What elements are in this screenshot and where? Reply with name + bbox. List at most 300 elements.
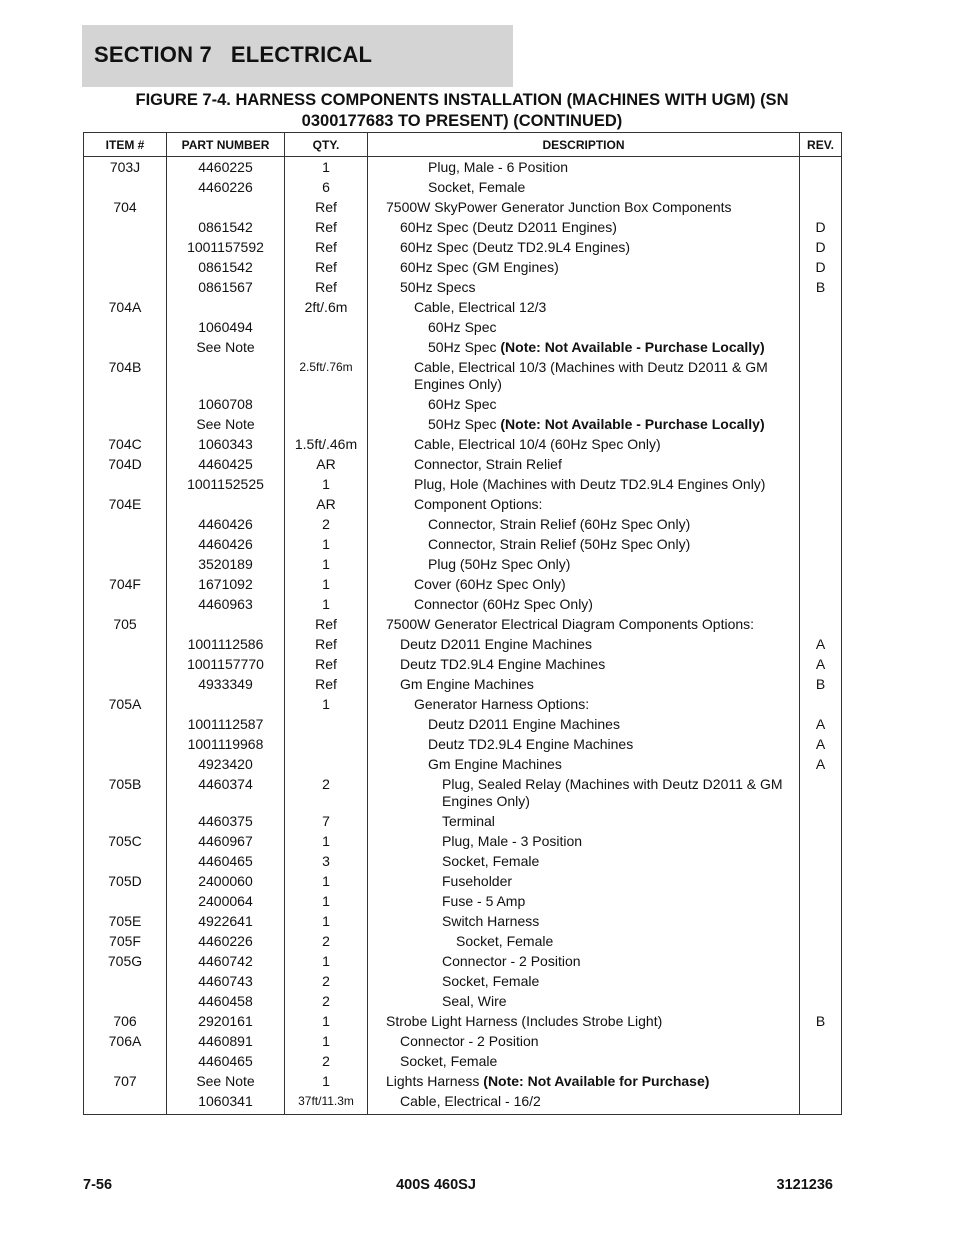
- table-row: [84, 932, 842, 952]
- item-number-cell: [84, 635, 167, 655]
- item-number-cell: [84, 1052, 167, 1072]
- table-row: [84, 238, 842, 258]
- quantity-cell: 1: [285, 1012, 368, 1032]
- description-text: Strobe Light Harness (Includes Strobe Light): [386, 1013, 663, 1029]
- description-text: Fuseholder: [442, 873, 513, 889]
- quantity-cell: 2: [285, 1052, 368, 1072]
- description-cell: [368, 435, 800, 455]
- description-cell: [368, 535, 800, 555]
- table-row: [84, 615, 842, 635]
- description-text: Cable, Electrical 12/3: [414, 299, 547, 315]
- quantity-cell: Ref: [285, 675, 368, 695]
- description-cell: [368, 872, 800, 892]
- quantity-cell: [285, 735, 368, 755]
- quantity-cell: 1: [285, 832, 368, 852]
- item-number-cell: [84, 675, 167, 695]
- description-text: Connector, Strain Relief (60Hz Spec Only): [428, 516, 691, 532]
- part-number-cell: 4933349: [167, 675, 285, 695]
- description-text: Connector, Strain Relief (50Hz Spec Only): [428, 536, 691, 552]
- description-text: Lights Harness: [386, 1073, 484, 1089]
- part-number-cell: 1001112587: [167, 715, 285, 735]
- parts-table-body: [84, 157, 842, 1115]
- item-number-cell: 707: [84, 1072, 167, 1092]
- revision-cell: A: [800, 635, 842, 655]
- description-cell: [368, 495, 800, 515]
- item-number-cell: [84, 318, 167, 338]
- part-number-cell: 4460226: [167, 932, 285, 952]
- quantity-cell: Ref: [285, 615, 368, 635]
- table-row: [84, 395, 842, 415]
- description-text: Generator Harness Options:: [414, 696, 590, 712]
- revision-cell: [800, 852, 842, 872]
- column-header-rev: REV.: [800, 133, 842, 157]
- description-cell: [368, 832, 800, 852]
- quantity-cell: [285, 715, 368, 735]
- description-cell: [368, 575, 800, 595]
- item-number-cell: 705: [84, 615, 167, 635]
- table-row: [84, 435, 842, 455]
- revision-cell: [800, 972, 842, 992]
- description-cell: [368, 595, 800, 615]
- revision-cell: A: [800, 755, 842, 775]
- item-number-cell: 704F: [84, 575, 167, 595]
- revision-cell: [800, 435, 842, 455]
- part-number-cell: 4460226: [167, 178, 285, 198]
- part-number-cell: [167, 358, 285, 395]
- parts-table: [83, 132, 842, 1115]
- table-row: [84, 892, 842, 912]
- revision-cell: [800, 932, 842, 952]
- part-number-cell: [167, 198, 285, 218]
- revision-cell: D: [800, 258, 842, 278]
- revision-cell: [800, 318, 842, 338]
- item-number-cell: [84, 338, 167, 358]
- quantity-cell: 2: [285, 515, 368, 535]
- item-number-cell: 704A: [84, 298, 167, 318]
- description-text: Socket, Female: [456, 933, 554, 949]
- quantity-cell: 1: [285, 535, 368, 555]
- part-number-cell: 1001157770: [167, 655, 285, 675]
- table-row: [84, 1032, 842, 1052]
- part-number-cell: 4923420: [167, 755, 285, 775]
- revision-cell: [800, 535, 842, 555]
- item-number-cell: [84, 395, 167, 415]
- description-cell: [368, 615, 800, 635]
- table-row: [84, 575, 842, 595]
- quantity-cell: 1: [285, 1072, 368, 1092]
- item-number-cell: [84, 415, 167, 435]
- quantity-cell: 1: [285, 952, 368, 972]
- table-row: [84, 675, 842, 695]
- description-cell: [368, 1032, 800, 1052]
- quantity-cell: 1: [285, 595, 368, 615]
- item-number-cell: 705E: [84, 912, 167, 932]
- description-text: Connector - 2 Position: [400, 1033, 539, 1049]
- item-number-cell: 705B: [84, 775, 167, 812]
- quantity-cell: 1: [285, 475, 368, 495]
- description-cell: [368, 1052, 800, 1072]
- item-number-cell: 704D: [84, 455, 167, 475]
- quantity-cell: [285, 395, 368, 415]
- part-number-cell: [167, 615, 285, 635]
- quantity-cell: 1: [285, 1032, 368, 1052]
- description-cell: [368, 812, 800, 832]
- item-number-cell: [84, 1092, 167, 1115]
- revision-cell: D: [800, 238, 842, 258]
- revision-cell: [800, 157, 842, 179]
- table-row: [84, 912, 842, 932]
- revision-cell: [800, 595, 842, 615]
- description-text: Socket, Female: [442, 973, 540, 989]
- revision-cell: [800, 695, 842, 715]
- description-text: Deutz TD2.9L4 Engine Machines: [428, 736, 634, 752]
- section-title: SECTION 7 ELECTRICAL: [94, 42, 373, 67]
- revision-cell: [800, 1092, 842, 1115]
- description-cell: [368, 695, 800, 715]
- quantity-cell: 1.5ft/.46m: [285, 435, 368, 455]
- column-header-part-number: PART NUMBER: [167, 133, 285, 157]
- table-row: [84, 952, 842, 972]
- description-text: 60Hz Spec (Deutz D2011 Engines): [400, 219, 617, 235]
- revision-cell: [800, 775, 842, 812]
- description-text: 60Hz Spec (GM Engines): [400, 259, 559, 275]
- part-number-cell: 1001152525: [167, 475, 285, 495]
- part-number-cell: 1001157592: [167, 238, 285, 258]
- table-row: [84, 258, 842, 278]
- table-row: [84, 755, 842, 775]
- table-row: [84, 358, 842, 395]
- item-number-cell: 706A: [84, 1032, 167, 1052]
- description-text: Deutz D2011 Engine Machines: [400, 636, 592, 652]
- revision-cell: A: [800, 715, 842, 735]
- description-text: Plug, Hole (Machines with Deutz TD2.9L4 Engines Only): [414, 476, 766, 492]
- revision-cell: D: [800, 218, 842, 238]
- table-row: [84, 992, 842, 1012]
- column-header-description: DESCRIPTION: [368, 133, 800, 157]
- description-cell: [368, 455, 800, 475]
- description-cell: [368, 218, 800, 238]
- part-number-cell: [167, 695, 285, 715]
- quantity-cell: Ref: [285, 238, 368, 258]
- quantity-cell: 6: [285, 178, 368, 198]
- description-cell: [368, 892, 800, 912]
- part-number-cell: 4922641: [167, 912, 285, 932]
- page-number: 7-56: [83, 1177, 113, 1193]
- table-row: [84, 278, 842, 298]
- item-number-cell: [84, 715, 167, 735]
- quantity-cell: 1: [285, 892, 368, 912]
- revision-cell: [800, 575, 842, 595]
- revision-cell: [800, 812, 842, 832]
- description-text: Switch Harness: [442, 913, 540, 929]
- description-text: Gm Engine Machines: [400, 676, 534, 692]
- part-number-cell: [167, 495, 285, 515]
- model-name: 400S 460SJ: [396, 1177, 476, 1193]
- item-number-cell: [84, 178, 167, 198]
- description-cell: [368, 555, 800, 575]
- item-number-cell: [84, 892, 167, 912]
- item-number-cell: [84, 555, 167, 575]
- revision-cell: [800, 178, 842, 198]
- item-number-cell: 705C: [84, 832, 167, 852]
- quantity-cell: [285, 755, 368, 775]
- quantity-cell: 1: [285, 912, 368, 932]
- part-number-cell: 4460425: [167, 455, 285, 475]
- description-cell: [368, 515, 800, 535]
- table-row: [84, 157, 842, 179]
- description-text: 60Hz Spec: [428, 319, 497, 335]
- revision-cell: [800, 952, 842, 972]
- quantity-cell: 2: [285, 972, 368, 992]
- table-row: [84, 318, 842, 338]
- table-row: [84, 812, 842, 832]
- table-row: [84, 178, 842, 198]
- part-number-cell: 4460742: [167, 952, 285, 972]
- quantity-cell: AR: [285, 455, 368, 475]
- description-cell: [368, 238, 800, 258]
- description-text: Cable, Electrical 10/3 (Machines with Deutz D2011 & GM Engines Only): [414, 359, 772, 392]
- description-text: 7500W Generator Electrical Diagram Components Options:: [386, 616, 755, 632]
- part-number-cell: 1060708: [167, 395, 285, 415]
- description-cell: [368, 1072, 800, 1092]
- revision-cell: B: [800, 675, 842, 695]
- part-number-cell: 4460374: [167, 775, 285, 812]
- item-number-cell: [84, 992, 167, 1012]
- description-text: Connector - 2 Position: [442, 953, 581, 969]
- description-text: Plug (50Hz Spec Only): [428, 556, 571, 572]
- table-row: [84, 972, 842, 992]
- description-cell: [368, 972, 800, 992]
- description-cell: [368, 992, 800, 1012]
- item-number-cell: [84, 258, 167, 278]
- quantity-cell: 37ft/11.3m: [285, 1092, 368, 1115]
- description-cell: [368, 338, 800, 358]
- description-note: (Note: Not Available - Purchase Locally): [500, 339, 765, 355]
- item-number-cell: 705F: [84, 932, 167, 952]
- revision-cell: [800, 615, 842, 635]
- part-number-cell: 4460967: [167, 832, 285, 852]
- item-number-cell: 703J: [84, 157, 167, 179]
- description-cell: [368, 755, 800, 775]
- revision-cell: [800, 395, 842, 415]
- item-number-cell: 705G: [84, 952, 167, 972]
- revision-cell: [800, 358, 842, 395]
- part-number-cell: 1060494: [167, 318, 285, 338]
- table-row: [84, 455, 842, 475]
- table-row: [84, 1092, 842, 1115]
- description-text: 7500W SkyPower Generator Junction Box Components: [386, 199, 732, 215]
- table-row: [84, 715, 842, 735]
- quantity-cell: Ref: [285, 218, 368, 238]
- description-cell: [368, 932, 800, 952]
- quantity-cell: Ref: [285, 278, 368, 298]
- quantity-cell: Ref: [285, 635, 368, 655]
- quantity-cell: 2: [285, 992, 368, 1012]
- table-row: [84, 555, 842, 575]
- figure-title: [83, 90, 841, 132]
- item-number-cell: [84, 655, 167, 675]
- quantity-cell: 2ft/.6m: [285, 298, 368, 318]
- table-row: [84, 495, 842, 515]
- description-cell: [368, 735, 800, 755]
- item-number-cell: 705D: [84, 872, 167, 892]
- item-number-cell: [84, 852, 167, 872]
- description-cell: [368, 852, 800, 872]
- item-number-cell: [84, 238, 167, 258]
- description-text: 50Hz Specs: [400, 279, 476, 295]
- table-row: [84, 415, 842, 435]
- figure-title-line-2: 0300177683 TO PRESENT) (CONTINUED): [301, 112, 623, 130]
- revision-cell: B: [800, 278, 842, 298]
- table-row: [84, 198, 842, 218]
- description-cell: [368, 715, 800, 735]
- revision-cell: [800, 892, 842, 912]
- part-number-cell: 1060343: [167, 435, 285, 455]
- revision-cell: [800, 555, 842, 575]
- description-cell: [368, 178, 800, 198]
- revision-cell: [800, 475, 842, 495]
- item-number-cell: [84, 515, 167, 535]
- part-number-cell: 4460375: [167, 812, 285, 832]
- quantity-cell: 2.5ft/.76m: [285, 358, 368, 395]
- description-text: Cable, Electrical 10/4 (60Hz Spec Only): [414, 436, 661, 452]
- item-number-cell: 704B: [84, 358, 167, 395]
- description-cell: [368, 358, 800, 395]
- column-header-item: ITEM #: [84, 133, 167, 157]
- revision-cell: [800, 198, 842, 218]
- quantity-cell: Ref: [285, 655, 368, 675]
- item-number-cell: [84, 595, 167, 615]
- part-number-cell: 4460458: [167, 992, 285, 1012]
- description-text: 50Hz Spec: [428, 416, 501, 432]
- description-text: 60Hz Spec (Deutz TD2.9L4 Engines): [400, 239, 631, 255]
- description-text: Socket, Female: [428, 179, 526, 195]
- description-cell: [368, 475, 800, 495]
- description-cell: [368, 635, 800, 655]
- description-text: Terminal: [442, 813, 495, 829]
- table-row: [84, 1072, 842, 1092]
- description-cell: [368, 157, 800, 179]
- description-text: Deutz TD2.9L4 Engine Machines: [400, 656, 606, 672]
- description-text: Fuse - 5 Amp: [442, 893, 526, 909]
- part-number-cell: 1001119968: [167, 735, 285, 755]
- table-row: [84, 695, 842, 715]
- part-number-cell: 1001112586: [167, 635, 285, 655]
- description-cell: [368, 1012, 800, 1032]
- quantity-cell: Ref: [285, 258, 368, 278]
- revision-cell: [800, 912, 842, 932]
- description-cell: [368, 912, 800, 932]
- quantity-cell: [285, 415, 368, 435]
- description-text: Connector, Strain Relief: [414, 456, 562, 472]
- item-number-cell: [84, 972, 167, 992]
- quantity-cell: 2: [285, 775, 368, 812]
- quantity-cell: 1: [285, 157, 368, 179]
- table-row: [84, 735, 842, 755]
- revision-cell: [800, 1072, 842, 1092]
- description-text: Cable, Electrical - 16/2: [400, 1093, 541, 1109]
- part-number-cell: 2400064: [167, 892, 285, 912]
- table-row: [84, 535, 842, 555]
- table-row: [84, 872, 842, 892]
- description-note: (Note: Not Available for Purchase): [483, 1073, 710, 1089]
- description-cell: [368, 395, 800, 415]
- revision-cell: B: [800, 1012, 842, 1032]
- table-row: [84, 338, 842, 358]
- document-number: 3121236: [776, 1177, 833, 1193]
- table-row: [84, 475, 842, 495]
- description-cell: [368, 415, 800, 435]
- table-row: [84, 298, 842, 318]
- table-row: [84, 635, 842, 655]
- part-number-cell: 4460465: [167, 852, 285, 872]
- table-row: [84, 852, 842, 872]
- description-cell: [368, 675, 800, 695]
- table-row: [84, 218, 842, 238]
- part-number-cell: See Note: [167, 338, 285, 358]
- part-number-cell: See Note: [167, 415, 285, 435]
- description-note: (Note: Not Available - Purchase Locally): [500, 416, 765, 432]
- part-number-cell: 3520189: [167, 555, 285, 575]
- table-header-row: [84, 133, 842, 157]
- part-number-cell: 4460743: [167, 972, 285, 992]
- part-number-cell: 0861542: [167, 258, 285, 278]
- item-number-cell: [84, 218, 167, 238]
- part-number-cell: 2400060: [167, 872, 285, 892]
- revision-cell: [800, 338, 842, 358]
- item-number-cell: [84, 812, 167, 832]
- description-text: Deutz D2011 Engine Machines: [428, 716, 620, 732]
- quantity-cell: 1: [285, 555, 368, 575]
- description-cell: [368, 258, 800, 278]
- quantity-cell: [285, 338, 368, 358]
- description-cell: [368, 952, 800, 972]
- table-row: [84, 595, 842, 615]
- quantity-cell: Ref: [285, 198, 368, 218]
- description-cell: [368, 655, 800, 675]
- revision-cell: A: [800, 735, 842, 755]
- item-number-cell: 704E: [84, 495, 167, 515]
- description-text: Socket, Female: [400, 1053, 498, 1069]
- quantity-cell: 2: [285, 932, 368, 952]
- quantity-cell: 7: [285, 812, 368, 832]
- table-row: [84, 775, 842, 812]
- description-cell: [368, 278, 800, 298]
- part-number-cell: 4460426: [167, 515, 285, 535]
- description-cell: [368, 298, 800, 318]
- description-text: Plug, Sealed Relay (Machines with Deutz D2011 & GM Engines Only): [442, 776, 787, 809]
- quantity-cell: [285, 318, 368, 338]
- part-number-cell: 4460963: [167, 595, 285, 615]
- revision-cell: [800, 495, 842, 515]
- quantity-cell: 1: [285, 872, 368, 892]
- revision-cell: [800, 1032, 842, 1052]
- table-row: [84, 1052, 842, 1072]
- description-text: Plug, Male - 3 Position: [442, 833, 583, 849]
- description-text: 50Hz Spec: [428, 339, 501, 355]
- item-number-cell: [84, 735, 167, 755]
- description-text: Component Options:: [414, 496, 543, 512]
- description-cell: [368, 1092, 800, 1115]
- item-number-cell: [84, 475, 167, 495]
- revision-cell: [800, 872, 842, 892]
- part-number-cell: 0861567: [167, 278, 285, 298]
- item-number-cell: 704C: [84, 435, 167, 455]
- description-text: Gm Engine Machines: [428, 756, 562, 772]
- part-number-cell: 1671092: [167, 575, 285, 595]
- part-number-cell: See Note: [167, 1072, 285, 1092]
- description-text: Plug, Male - 6 Position: [428, 159, 569, 175]
